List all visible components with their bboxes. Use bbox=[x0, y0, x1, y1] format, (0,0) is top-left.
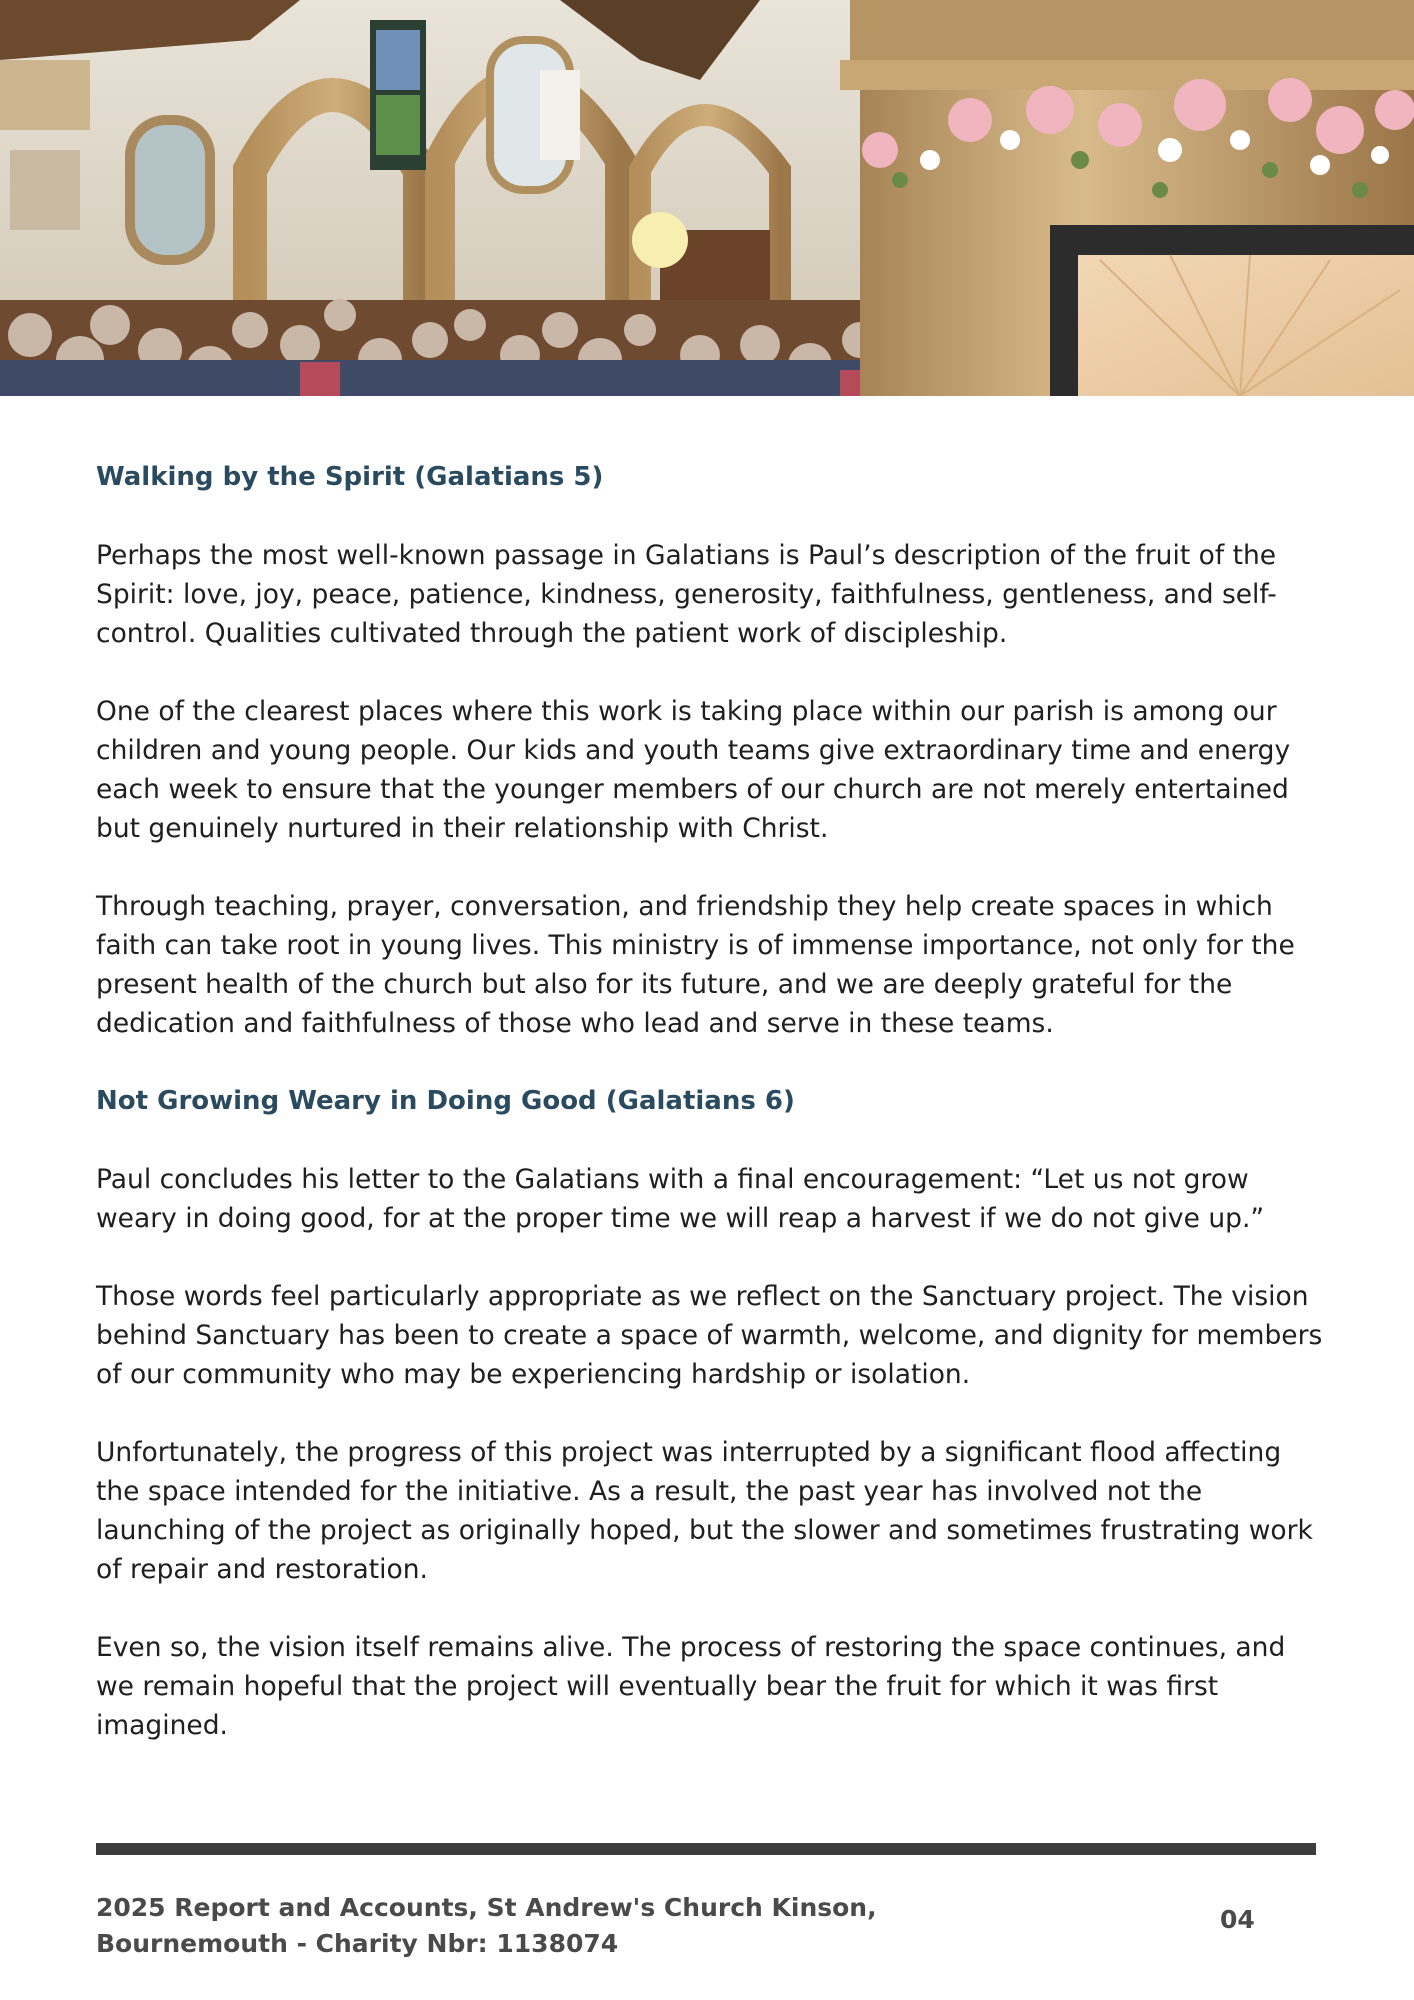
paragraph: Those words feel particularly appropriate as we reflect on the Sanctuary project. The vision behind Sanctuary has been to create a space of warmth, welcome, and dignity for members of our community who may be experiencing hardship or isolation. bbox=[96, 1281, 1323, 1390]
paragraph: Unfortunately, the progress of this project was interrupted by a significant flood affecting the space intended for the initiative. As a result, the past year has involved not the launching of the project as originally hoped, but the slower and sometimes frustrating work of repair and restoration. bbox=[96, 1437, 1313, 1585]
main-content bbox=[96, 458, 1326, 1784]
paragraph: One of the clearest places where this work is taking place within our parish is among our children and young people. Our kids and youth teams give extraordinary time and energy each week to ensure that the younger members of our church are not merely entertained but genuinely nurtured in their relationship with Christ. bbox=[96, 696, 1291, 844]
paragraph: Paul concludes his letter to the Galatians with a final encouragement: “Let us not grow weary in doing good, for at the proper time we will reap a harvest if we do not give up.” bbox=[96, 1164, 1265, 1234]
paragraph: Perhaps the most well-known passage in Galatians is Paul’s description of the fruit of the Spirit: love, joy, peace, patience, kindness, generosity, faithfulness, gentleness, and self-control. Qualities cultivated through the patient work of discipleship. bbox=[96, 540, 1277, 649]
section-heading-galatians-6: Not Growing Weary in Doing Good (Galatians 6) bbox=[96, 1086, 795, 1116]
footer-divider bbox=[96, 1843, 1316, 1855]
paragraph: Even so, the vision itself remains alive. The process of restoring the space continues, and we remain hopeful that the project will eventually bear the fruit for which it was first imagined. bbox=[96, 1632, 1286, 1741]
section-heading-galatians-5: Walking by the Spirit (Galatians 5) bbox=[96, 462, 604, 492]
footer-report-title bbox=[96, 1890, 996, 1962]
footer-line-2: Bournemouth - Charity Nbr: 1138074 bbox=[96, 1929, 619, 1958]
footer-line-1: 2025 Report and Accounts, St Andrew's Church Kinson, bbox=[96, 1893, 877, 1922]
church-interior-illustration bbox=[0, 0, 1414, 396]
paragraph: Through teaching, prayer, conversation, and friendship they help create spaces in which faith can take root in young lives. This ministry is of immense importance, not only for the present health of the church but also for its future, and we are deeply grateful for the dedication and faithfulness of those who lead and serve in these teams. bbox=[96, 891, 1295, 1039]
page-number: 04 bbox=[1220, 1905, 1255, 1934]
hero-photo bbox=[0, 0, 1414, 396]
